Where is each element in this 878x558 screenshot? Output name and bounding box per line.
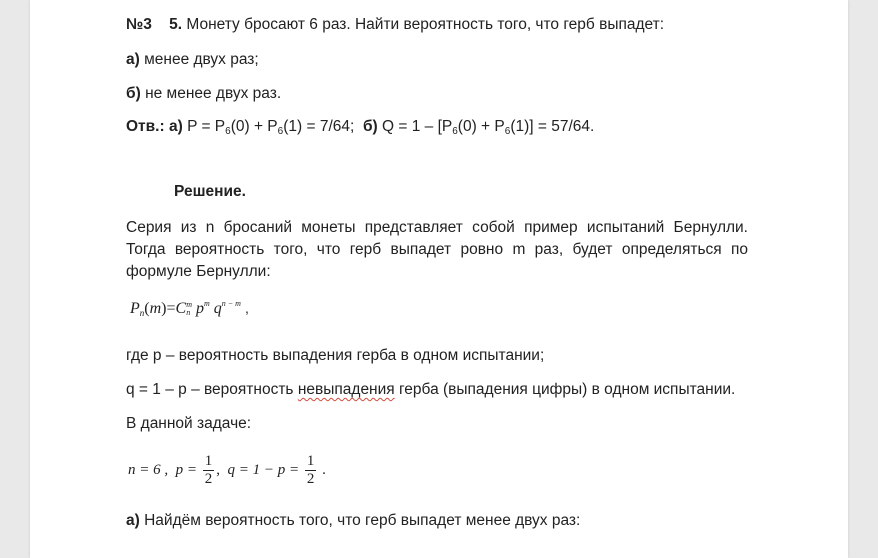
solution-heading: Решение.: [174, 183, 246, 200]
fraction-p: $\frac{1}{2}$: [204, 453, 213, 487]
answer-b-expr: $Q = 1 - [P_6(0) + P_6(1)] = 57/64$.: [382, 118, 595, 137]
problem-statement: [126, 15, 664, 35]
answer-b-label: б): [362, 118, 378, 135]
problem-item: 5.: [169, 16, 183, 33]
bernoulli-formula: $P_n(m)=C$ m n p m q n − m ,: [130, 299, 249, 318]
solution-paragraph-line-3: формуле Бернулли:: [126, 263, 271, 280]
solution-paragraph-line-2: Тогда вероятность того, что герб выпадет ровно m раз, будет определяться по: [126, 241, 748, 258]
in-this-task: В данной задаче:: [126, 415, 252, 432]
parameters-formula: n = 6 , p = $\frac{1}{2}$ , q = 1 − p = $\frac{1}{2}$ .: [128, 453, 326, 487]
fraction-q: $\frac{1}{2}$: [306, 453, 315, 487]
part-a-text: менее двух раз;: [144, 51, 259, 68]
answer-line: [126, 117, 594, 137]
part-b-label: б): [126, 85, 141, 102]
part-b-text: не менее двух раз.: [145, 85, 282, 102]
answer-label: Отв.:: [126, 118, 165, 135]
definition-p: где p – вероятность выпадения герба в одном испытании;: [126, 347, 545, 364]
part-a: [126, 50, 259, 70]
spellcheck-underlined-word: невыпадения: [297, 381, 395, 398]
part-b: [126, 84, 281, 104]
problem-text: Монету бросают 6 раз. Найти вероятность того, что герб выпадет:: [186, 16, 665, 33]
step-a: [126, 511, 580, 531]
problem-number: №3: [126, 16, 152, 33]
part-a-label: а): [126, 51, 140, 68]
definition-q: q = 1 – p – вероятность невыпадения герба (выпадения цифры) в одном испытании.: [126, 381, 736, 398]
answer-a-expr: $P = P_6(0) + P_6(1) = 7/64$;: [187, 118, 355, 137]
step-a-text: Найдём вероятность того, что герб выпадет менее двух раз:: [144, 512, 581, 529]
solution-paragraph-line-1: Серия из n бросаний монеты представляет собой пример испытаний Бернулли.: [126, 219, 748, 236]
document-page: [30, 0, 848, 558]
step-a-label: а): [126, 512, 140, 529]
answer-a-label: а): [168, 118, 183, 135]
